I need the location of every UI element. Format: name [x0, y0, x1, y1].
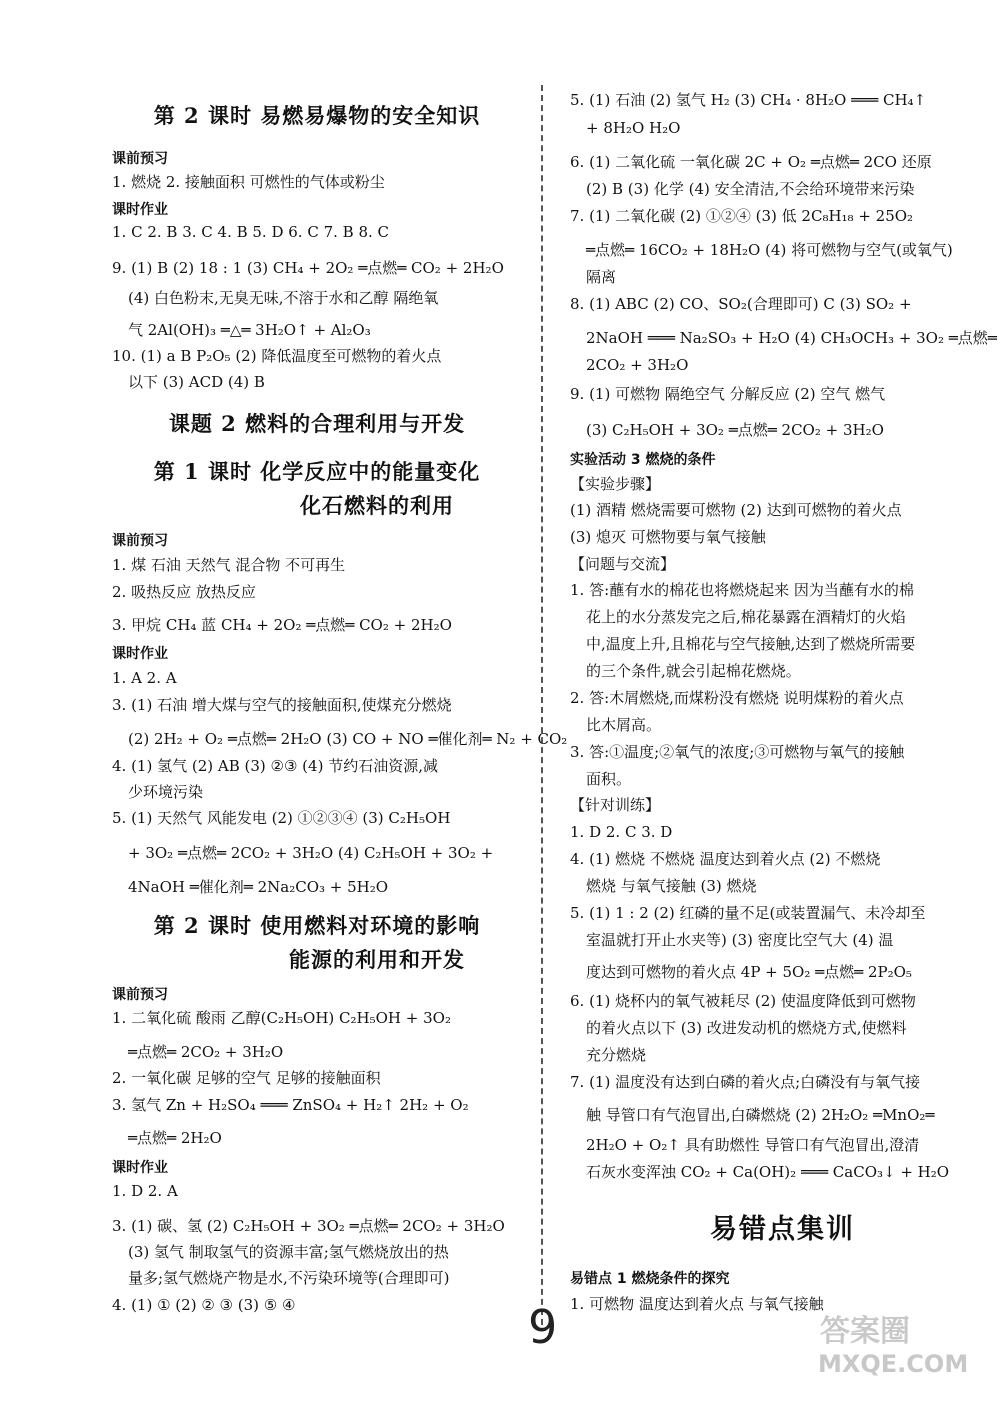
answer-line: 9. (1) B (2) 18 : 1 (3) CH₄ + 2O₂ ═点燃═ CO₂ + 2H₂O — [112, 259, 504, 277]
answer-line: (3) C₂H₅OH + 3O₂ ═点燃═ 2CO₂ + 3H₂O — [586, 421, 884, 439]
answer-line: 石灰水变浑浊 CO₂ + Ca(OH)₂ ═══ CaCO₃↓ + H₂O — [586, 1163, 950, 1181]
section-label: 课时作业 — [112, 646, 168, 662]
answer-line: 1. 答:蘸有水的棉花也将燃烧起来 因为当蘸有水的棉 — [570, 581, 914, 599]
answer-line: 1. 可燃物 温度达到着火点 与氧气接触 — [570, 1295, 824, 1313]
answer-line: ═点燃═ 2CO₂ + 3H₂O — [128, 1043, 284, 1061]
answer-line: (2) 2H₂ + O₂ ═点燃═ 2H₂O (3) CO + NO ═催化剂═ N₂ + CO₂ — [128, 730, 568, 748]
answer-line: 3. 甲烷 CH₄ 蓝 CH₄ + 2O₂ ═点燃═ CO₂ + 2H₂O — [112, 616, 452, 634]
section-label: 课前预习 — [112, 987, 168, 1003]
answer-line: 比木屑高。 — [586, 716, 662, 734]
answer-line: 7. (1) 二氧化碳 (2) ①②④ (3) 低 2C₈H₁₈ + 25O₂ — [570, 207, 914, 225]
answer-line: 的三个条件,就会引起棉花燃烧。 — [586, 662, 801, 680]
answer-line: 6. (1) 二氧化硫 一氧化碳 2C + O₂ ═点燃═ 2CO 还原 — [570, 153, 932, 171]
answer-line: 4NaOH ═催化剂═ 2Na₂CO₃ + 5H₂O — [128, 878, 389, 896]
section-label: 实验活动 3 燃烧的条件 — [570, 452, 716, 468]
answer-line: 2H₂O + O₂↑ 具有助燃性 导管口有气泡冒出,澄清 — [586, 1136, 920, 1154]
answer-line: 3. 氢气 Zn + H₂SO₄ ═══ ZnSO₄ + H₂↑ 2H₂ + O₂ — [112, 1096, 469, 1114]
answer-line: 1. C 2. B 3. C 4. B 5. D 6. C 7. B 8. C — [112, 223, 390, 241]
answer-line: 3. (1) 碳、氢 (2) C₂H₅OH + 3O₂ ═点燃═ 2CO₂ + 3H₂O — [112, 1217, 505, 1235]
answer-line: 10. (1) a B P₂O₅ (2) 降低温度至可燃物的着火点 — [112, 347, 442, 365]
answer-line: + 8H₂O H₂O — [586, 119, 681, 137]
answer-line: 5. (1) 石油 (2) 氢气 H₂ (3) CH₄ · 8H₂O ═══ CH₄↑ — [570, 91, 927, 109]
answer-line: 花上的水分蒸发完之后,棉花暴露在酒精灯的火焰 — [586, 608, 906, 626]
answer-line: ═点燃═ 16CO₂ + 18H₂O (4) 将可燃物与空气(或氧气) — [586, 241, 953, 259]
lesson-subtitle: 能源的利用和开发 — [289, 947, 465, 972]
answer-line: 充分燃烧 — [586, 1046, 647, 1064]
answer-line: 气 2Al(OH)₃ ═△═ 3H₂O↑ + Al₂O₃ — [128, 321, 371, 339]
answer-line: 面积。 — [586, 770, 632, 788]
answer-line: 量多;氢气燃烧产物是水,不污染环境等(合理即可) — [128, 1269, 450, 1287]
answer-line: 隔离 — [586, 268, 617, 286]
answer-line: 室温就打开止水夹等) (3) 密度比空气大 (4) 温 — [586, 931, 894, 949]
answer-line: 1. 煤 石油 天然气 混合物 不可再生 — [112, 556, 346, 574]
answer-line: 燃烧 与氧气接触 (3) 燃烧 — [586, 877, 757, 895]
answer-line: 触 导管口有气泡冒出,白磷燃烧 (2) 2H₂O₂ ═MnO₂═ — [586, 1106, 935, 1124]
answer-line: 1. D 2. C 3. D — [570, 823, 673, 841]
answer-line: 2. 吸热反应 放热反应 — [112, 583, 256, 601]
section-label: 课前预习 — [112, 151, 168, 167]
answer-line: 3. (1) 石油 增大煤与空气的接触面积,使煤充分燃烧 — [112, 696, 452, 714]
lesson-subtitle: 化石燃料的利用 — [300, 493, 454, 518]
error-section-title: 易错点集训 — [710, 1214, 855, 1245]
answer-line: 7. (1) 温度没有达到白磷的着火点;白磷没有与氧气接 — [570, 1073, 921, 1091]
answer-line: 2NaOH ═══ Na₂SO₃ + H₂O (4) CH₃OCH₃ + 3O₂ ═点燃═ — [586, 329, 997, 347]
section-label: 课时作业 — [112, 202, 168, 218]
answer-line: (2) B (3) 化学 (4) 安全清洁,不会给环境带来污染 — [586, 180, 915, 198]
answer-line: 的着火点以下 (3) 改进发动机的燃烧方式,使燃料 — [586, 1019, 907, 1037]
answer-line: + 3O₂ ═点燃═ 2CO₂ + 3H₂O (4) C₂H₅OH + 3O₂ + — [128, 844, 494, 862]
answer-line: 2CO₂ + 3H₂O — [586, 356, 689, 374]
answer-line: 5. (1) 1 : 2 (2) 红磷的量不足(或装置漏气、未冷却至 — [570, 904, 926, 922]
answer-line: ═点燃═ 2H₂O — [128, 1129, 222, 1147]
answer-line: (3) 熄灭 可燃物要与氧气接触 — [570, 528, 766, 546]
answer-line: (1) 酒精 燃烧需要可燃物 (2) 达到可燃物的着火点 — [570, 501, 902, 519]
section-bracket: 【实验步骤】 — [570, 475, 661, 493]
answer-line: (3) 氢气 制取氢气的资源丰富;氢气燃烧放出的热 — [128, 1243, 449, 1261]
answer-line: 4. (1) 燃烧 不燃烧 温度达到着火点 (2) 不燃烧 — [570, 850, 881, 868]
page-number: 9 — [528, 1300, 558, 1354]
answer-line: 以下 (3) ACD (4) B — [128, 373, 265, 391]
answer-line: 2. 答:木屑燃烧,而煤粉没有燃烧 说明煤粉的着火点 — [570, 689, 904, 707]
answer-line: 9. (1) 可燃物 隔绝空气 分解反应 (2) 空气 燃气 — [570, 385, 886, 403]
column-divider — [541, 85, 543, 1325]
answer-line: 4. (1) 氢气 (2) AB (3) ②③ (4) 节约石油资源,减 — [112, 757, 438, 775]
lesson-title: 第 1 课时 化学反应中的能量变化 — [153, 459, 481, 484]
section-label: 课前预习 — [112, 533, 168, 549]
answer-line: 少环境污染 — [128, 783, 204, 801]
topic-title: 课题 2 燃料的合理利用与开发 — [168, 411, 466, 436]
lesson-title: 第 2 课时 使用燃料对环境的影响 — [153, 913, 481, 938]
section-label: 课时作业 — [112, 1160, 168, 1176]
answer-line: 3. 答:①温度;②氧气的浓度;③可燃物与氧气的接触 — [570, 743, 905, 761]
answer-line: 8. (1) ABC (2) CO、SO₂(合理即可) C (3) SO₂ + — [570, 295, 912, 313]
answer-line: (4) 白色粉末,无臭无味,不溶于水和乙醇 隔绝氧 — [128, 289, 439, 307]
lesson-title: 第 2 课时 易燃易爆物的安全知识 — [153, 103, 481, 128]
answer-line: 5. (1) 天然气 风能发电 (2) ①②③④ (3) C₂H₅OH — [112, 809, 451, 827]
section-bracket: 【针对训练】 — [570, 796, 661, 814]
answer-line: 4. (1) ① (2) ② ③ (3) ⑤ ④ — [112, 1296, 296, 1314]
answer-line: 中,温度上升,且棉花与空气接触,达到了燃烧所需要 — [586, 635, 916, 653]
answer-line: 2. 一氧化碳 足够的空气 足够的接触面积 — [112, 1069, 381, 1087]
answer-line: 1. 燃烧 2. 接触面积 可燃性的气体或粉尘 — [112, 173, 385, 191]
answer-line: 1. A 2. A — [112, 669, 177, 687]
answer-line: 6. (1) 烧杯内的氧气被耗尽 (2) 使温度降低到可燃物 — [570, 992, 916, 1010]
answer-line: 度达到可燃物的着火点 4P + 5O₂ ═点燃═ 2P₂O₅ — [586, 963, 912, 981]
answer-line: 1. 二氧化硫 酸雨 乙醇(C₂H₅OH) C₂H₅OH + 3O₂ — [112, 1009, 451, 1027]
answer-line: 1. D 2. A — [112, 1182, 178, 1200]
section-bracket: 【问题与交流】 — [570, 555, 676, 573]
section-label: 易错点 1 燃烧条件的探究 — [570, 1271, 730, 1287]
watermark-logo: 答案圈 — [820, 1314, 910, 1349]
watermark-url: MXQE.COM — [818, 1350, 969, 1378]
